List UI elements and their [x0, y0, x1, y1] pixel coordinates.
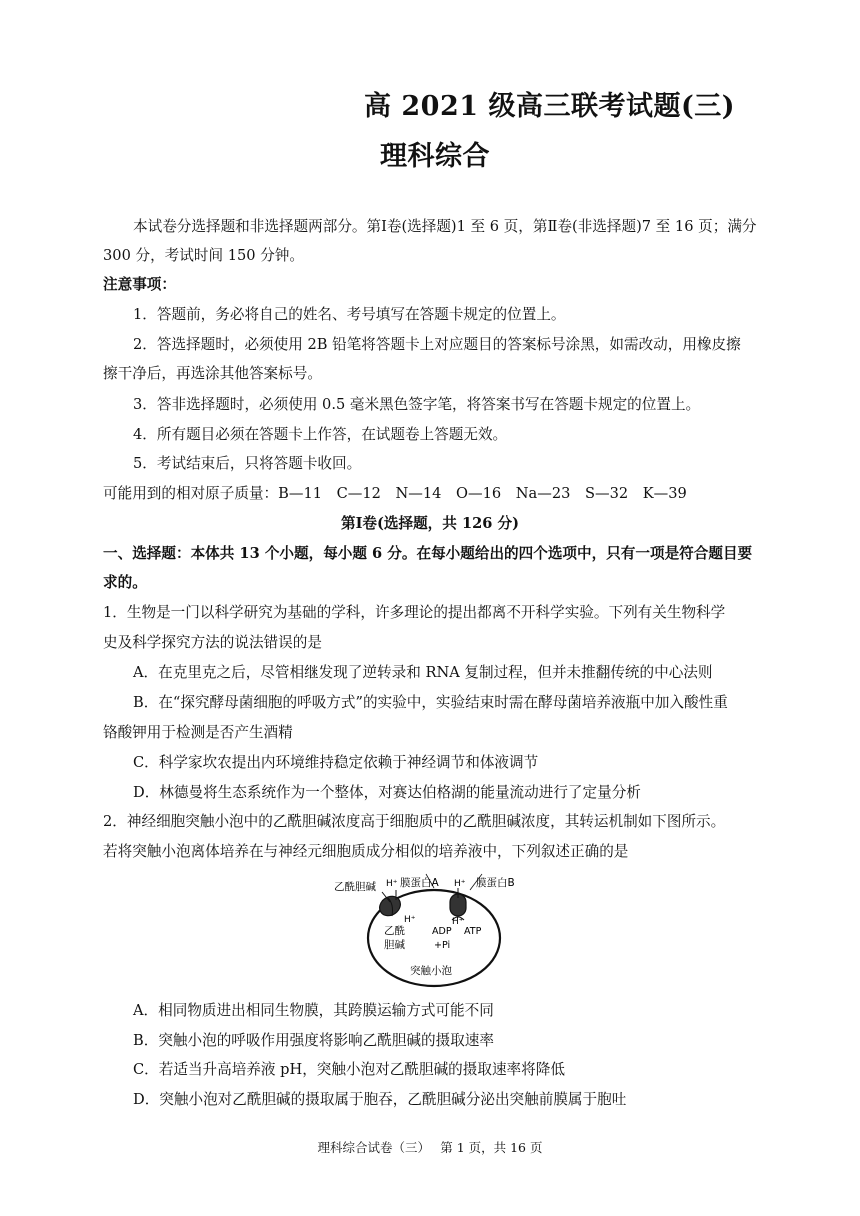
- q2-stem-1: 2．神经细胞突触小泡中的乙酰胆碱浓度高于细胞质中的乙酰胆碱浓度，其转运机制如下图所示。: [103, 813, 726, 830]
- note-item-5: 5．考试结束后，只将答题卡收回。: [133, 455, 362, 472]
- q1-stem-2: 史及科学探究方法的说法错误的是: [103, 634, 322, 651]
- q1-option-b: B．在“探究酵母菌细胞的呼吸方式”的实验中，实验结束时需在酵母菌培养液瓶中加入酸性重: [133, 694, 728, 711]
- adp-label: ADP: [432, 926, 452, 937]
- intro-line-1: 本试卷分选择题和非选择题两部分。第Ⅰ卷(选择题)1 至 6 页，第Ⅱ卷(非选择题)7 至 16 页；满分: [133, 218, 757, 235]
- intro-line-2: 300 分，考试时间 150 分钟。: [103, 247, 304, 264]
- ach-inside-label-2: 胆碱: [384, 939, 405, 951]
- q2-option-d: D．突触小泡对乙酰胆碱的摄取属于胞吞，乙酰胆碱分泌出突触前膜属于胞吐: [133, 1091, 627, 1108]
- synaptic-vesicle-diagram: [330, 868, 530, 990]
- protein-a-label: 膜蛋白A: [400, 877, 439, 889]
- note-item-3: 3．答非选择题时，必须使用 0.5 毫米黑色签字笔，将答案书写在答题卡规定的位置上。: [133, 396, 701, 413]
- note-item-4: 4．所有题目必须在答题卡上作答，在试题卷上答题无效。: [133, 426, 508, 443]
- atp-label: ATP: [464, 926, 482, 937]
- h-plus-label-b: H⁺: [454, 879, 466, 889]
- q2-option-a: A．相同物质进出相同生物膜，其跨膜运输方式可能不同: [133, 1002, 494, 1019]
- section-instruction-1: 一、选择题：本体共 13 个小题，每小题 6 分。在每小题给出的四个选项中，只有一项是符合题目要: [103, 545, 753, 562]
- atomic-masses: 可能用到的相对原子质量：B—11 C—12 N—14 O—16 Na—23 S—32 K—39: [103, 485, 687, 502]
- note-item-2-cont: 擦干净后，再选涂其他答案标号。: [103, 365, 322, 382]
- exam-subject: 理科综合: [380, 141, 490, 172]
- section-instruction-2: 求的。: [103, 574, 147, 591]
- ach-inside-label-1: 乙酰: [384, 925, 405, 937]
- exam-title: 高 2021 级高三联考试题(三): [364, 91, 735, 122]
- page-footer: 理科综合试卷（三） 第 1 页，共 16 页: [317, 1140, 543, 1155]
- note-item-2: 2．答选择题时，必须使用 2B 铅笔将答题卡上对应题目的答案标号涂黑，如需改动，用橡皮擦: [133, 336, 741, 353]
- section-title: 第Ⅰ卷(选择题，共 126 分): [340, 515, 519, 532]
- q1-option-b-cont: 铬酸钾用于检测是否产生酒精: [103, 724, 293, 741]
- q2-option-b: B．突触小泡的呼吸作用强度将影响乙酰胆碱的摄取速率: [133, 1032, 494, 1049]
- note-item-1: 1．答题前，务必将自己的姓名、考号填写在答题卡规定的位置上。: [133, 306, 566, 323]
- q2-option-c: C．若适当升高培养液 pH，突触小泡对乙酰胆碱的摄取速率将降低: [133, 1061, 565, 1078]
- q1-option-c: C．科学家坎农提出内环境维持稳定依赖于神经调节和体液调节: [133, 754, 539, 771]
- pi-label: +Pi: [434, 940, 451, 951]
- ach-outside-label: 乙酰胆碱: [334, 881, 376, 893]
- protein-b-label: 膜蛋白B: [476, 877, 515, 889]
- q1-stem-1: 1．生物是一门以科学研究为基础的学科，许多理论的提出都离不开科学实验。下列有关生物科学: [103, 604, 726, 621]
- h-plus-label-a: H⁺: [386, 879, 398, 889]
- notes-heading: 注意事项：: [103, 276, 176, 293]
- h-plus-label-inside-b: H⁺: [452, 917, 464, 927]
- q1-option-d: D．林德曼将生态系统作为一个整体，对赛达伯格湖的能量流动进行了定量分析: [133, 784, 641, 801]
- h-plus-label-inside-a: H⁺: [404, 915, 416, 925]
- q1-option-a: A．在克里克之后，尽管相继发现了逆转录和 RNA 复制过程，但并未推翻传统的中心法则: [133, 664, 713, 681]
- q2-stem-2: 若将突触小泡离体培养在与神经元细胞质成分相似的培养液中，下列叙述正确的是: [103, 843, 629, 860]
- vesicle-label: 突触小泡: [410, 965, 452, 977]
